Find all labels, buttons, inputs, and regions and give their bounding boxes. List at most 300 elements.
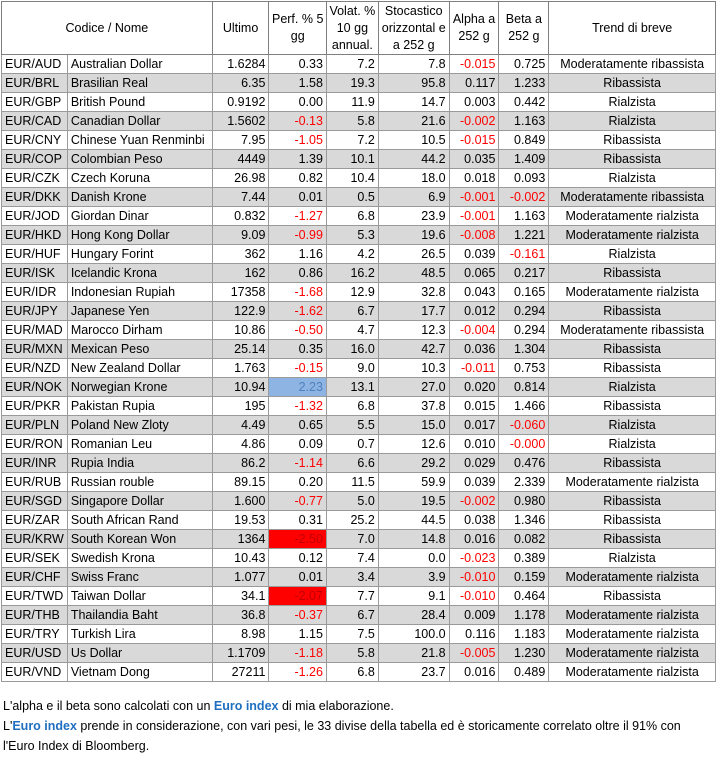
cell-beta: -0.000 bbox=[499, 435, 549, 454]
cell-trend: Moderatamente rialzista bbox=[549, 644, 716, 663]
cell-name: Swedish Krona bbox=[67, 549, 212, 568]
table-row bbox=[2, 283, 716, 302]
cell-name: Giordan Dinar bbox=[67, 207, 212, 226]
cell-volat: 5.8 bbox=[326, 112, 378, 131]
table-row bbox=[2, 378, 716, 397]
cell-perf: 0.20 bbox=[269, 473, 327, 492]
note-line-2 bbox=[3, 716, 713, 756]
cell-volat: 25.2 bbox=[326, 511, 378, 530]
cell-trend: Moderatamente rialzista bbox=[549, 568, 716, 587]
cell-stoch: 100.0 bbox=[378, 625, 449, 644]
cell-last: 10.94 bbox=[212, 378, 269, 397]
cell-stoch: 14.7 bbox=[378, 93, 449, 112]
table-row bbox=[2, 549, 716, 568]
cell-perf: 0.00 bbox=[269, 93, 327, 112]
table-row bbox=[2, 587, 716, 606]
cell-beta: 0.093 bbox=[499, 169, 549, 188]
cell-alpha: -0.001 bbox=[449, 188, 499, 207]
note-2-start: L' bbox=[3, 719, 13, 733]
cell-last: 7.95 bbox=[212, 131, 269, 150]
header-code-name: Codice / Nome bbox=[2, 2, 213, 55]
cell-beta: 0.980 bbox=[499, 492, 549, 511]
cell-name: Rupia India bbox=[67, 454, 212, 473]
cell-code: EUR/COP bbox=[2, 150, 68, 169]
cell-trend: Ribassista bbox=[549, 511, 716, 530]
table-row bbox=[2, 359, 716, 378]
cell-alpha: 0.017 bbox=[449, 416, 499, 435]
cell-name: Marocco Dirham bbox=[67, 321, 212, 340]
cell-beta: 0.294 bbox=[499, 302, 549, 321]
cell-stoch: 23.7 bbox=[378, 663, 449, 682]
cell-code: EUR/MXN bbox=[2, 340, 68, 359]
cell-beta: 1.304 bbox=[499, 340, 549, 359]
cell-alpha: 0.038 bbox=[449, 511, 499, 530]
cell-code: EUR/AUD bbox=[2, 55, 68, 74]
cell-perf: 0.65 bbox=[269, 416, 327, 435]
table-row bbox=[2, 131, 716, 150]
table-row bbox=[2, 644, 716, 663]
cell-name: Romanian Leu bbox=[67, 435, 212, 454]
cell-trend: Moderatamente ribassista bbox=[549, 55, 716, 74]
cell-trend: Ribassista bbox=[549, 131, 716, 150]
cell-volat: 19.3 bbox=[326, 74, 378, 93]
cell-trend: Moderatamente rialzista bbox=[549, 207, 716, 226]
cell-perf: -1.18 bbox=[269, 644, 327, 663]
cell-alpha: 0.020 bbox=[449, 378, 499, 397]
cell-trend: Ribassista bbox=[549, 150, 716, 169]
cell-last: 89.15 bbox=[212, 473, 269, 492]
cell-trend: Rialzista bbox=[549, 378, 716, 397]
cell-code: EUR/CZK bbox=[2, 169, 68, 188]
cell-volat: 16.0 bbox=[326, 340, 378, 359]
cell-volat: 12.9 bbox=[326, 283, 378, 302]
table-row bbox=[2, 226, 716, 245]
cell-code: EUR/CNY bbox=[2, 131, 68, 150]
cell-stoch: 37.8 bbox=[378, 397, 449, 416]
cell-name: Australian Dollar bbox=[67, 55, 212, 74]
cell-stoch: 42.7 bbox=[378, 340, 449, 359]
cell-beta: 1.163 bbox=[499, 207, 549, 226]
note-1-end: di mia elaborazione. bbox=[278, 699, 394, 713]
note-2-text: prende in considerazione, con vari pesi, le 33 divise della tabella ed è storicamente correlato oltre il 91% con l'Euro Index di Bloomberg. bbox=[3, 719, 681, 753]
cell-alpha: -0.001 bbox=[449, 207, 499, 226]
cell-last: 25.14 bbox=[212, 340, 269, 359]
cell-stoch: 26.5 bbox=[378, 245, 449, 264]
cell-beta: -0.002 bbox=[499, 188, 549, 207]
cell-alpha: -0.015 bbox=[449, 131, 499, 150]
cell-volat: 7.5 bbox=[326, 625, 378, 644]
cell-last: 122.9 bbox=[212, 302, 269, 321]
cell-perf: 1.16 bbox=[269, 245, 327, 264]
cell-volat: 7.4 bbox=[326, 549, 378, 568]
cell-code: EUR/HUF bbox=[2, 245, 68, 264]
cell-volat: 6.8 bbox=[326, 207, 378, 226]
cell-alpha: 0.015 bbox=[449, 397, 499, 416]
cell-stoch: 17.7 bbox=[378, 302, 449, 321]
cell-perf: -2.07 bbox=[269, 587, 327, 606]
cell-name: Taiwan Dollar bbox=[67, 587, 212, 606]
cell-alpha: -0.002 bbox=[449, 492, 499, 511]
cell-beta: -0.161 bbox=[499, 245, 549, 264]
cell-volat: 10.1 bbox=[326, 150, 378, 169]
cell-code: EUR/KRW bbox=[2, 530, 68, 549]
cell-name: Russian rouble bbox=[67, 473, 212, 492]
table-row bbox=[2, 55, 716, 74]
table-row bbox=[2, 606, 716, 625]
cell-name: Turkish Lira bbox=[67, 625, 212, 644]
header-stoch: Stocastico orizzontal e a 252 g bbox=[378, 2, 449, 55]
cell-beta: 1.183 bbox=[499, 625, 549, 644]
table-row bbox=[2, 568, 716, 587]
table-row bbox=[2, 340, 716, 359]
cell-code: EUR/USD bbox=[2, 644, 68, 663]
cell-volat: 0.5 bbox=[326, 188, 378, 207]
cell-alpha: 0.035 bbox=[449, 150, 499, 169]
cell-trend: Ribassista bbox=[549, 530, 716, 549]
cell-volat: 13.1 bbox=[326, 378, 378, 397]
cell-stoch: 6.9 bbox=[378, 188, 449, 207]
cell-code: EUR/NOK bbox=[2, 378, 68, 397]
cell-trend: Moderatamente rialzista bbox=[549, 663, 716, 682]
cell-code: EUR/DKK bbox=[2, 188, 68, 207]
cell-perf: 0.82 bbox=[269, 169, 327, 188]
cell-trend: Moderatamente ribassista bbox=[549, 321, 716, 340]
cell-stoch: 48.5 bbox=[378, 264, 449, 283]
cell-beta: 1.346 bbox=[499, 511, 549, 530]
cell-name: Mexican Peso bbox=[67, 340, 212, 359]
cell-alpha: 0.116 bbox=[449, 625, 499, 644]
table-row bbox=[2, 321, 716, 340]
cell-name: British Pound bbox=[67, 93, 212, 112]
cell-last: 1.763 bbox=[212, 359, 269, 378]
cell-trend: Moderatamente rialzista bbox=[549, 473, 716, 492]
cell-alpha: -0.015 bbox=[449, 55, 499, 74]
table-row bbox=[2, 207, 716, 226]
cell-last: 8.98 bbox=[212, 625, 269, 644]
table-row bbox=[2, 169, 716, 188]
cell-alpha: 0.039 bbox=[449, 245, 499, 264]
table-body bbox=[2, 55, 716, 682]
table-row bbox=[2, 473, 716, 492]
cell-beta: 2.339 bbox=[499, 473, 549, 492]
cell-volat: 11.5 bbox=[326, 473, 378, 492]
cell-trend: Moderatamente rialzista bbox=[549, 226, 716, 245]
cell-last: 362 bbox=[212, 245, 269, 264]
table-row bbox=[2, 454, 716, 473]
cell-stoch: 10.3 bbox=[378, 359, 449, 378]
cell-beta: 1.221 bbox=[499, 226, 549, 245]
cell-code: EUR/JOD bbox=[2, 207, 68, 226]
cell-last: 1.6284 bbox=[212, 55, 269, 74]
cell-beta: 0.476 bbox=[499, 454, 549, 473]
cell-last: 162 bbox=[212, 264, 269, 283]
cell-volat: 5.8 bbox=[326, 644, 378, 663]
header-last: Ultimo bbox=[212, 2, 269, 55]
cell-stoch: 28.4 bbox=[378, 606, 449, 625]
cell-code: EUR/TWD bbox=[2, 587, 68, 606]
cell-name: South African Rand bbox=[67, 511, 212, 530]
cell-last: 27211 bbox=[212, 663, 269, 682]
cell-beta: 0.159 bbox=[499, 568, 549, 587]
cell-name: Singapore Dollar bbox=[67, 492, 212, 511]
cell-trend: Rialzista bbox=[549, 549, 716, 568]
cell-last: 7.44 bbox=[212, 188, 269, 207]
cell-perf: -0.50 bbox=[269, 321, 327, 340]
cell-trend: Ribassista bbox=[549, 492, 716, 511]
cell-alpha: 0.018 bbox=[449, 169, 499, 188]
cell-code: EUR/HKD bbox=[2, 226, 68, 245]
cell-perf: -1.62 bbox=[269, 302, 327, 321]
cell-code: EUR/NZD bbox=[2, 359, 68, 378]
cell-stoch: 3.9 bbox=[378, 568, 449, 587]
cell-volat: 7.7 bbox=[326, 587, 378, 606]
cell-trend: Ribassista bbox=[549, 454, 716, 473]
cell-beta: 0.725 bbox=[499, 55, 549, 74]
cell-last: 86.2 bbox=[212, 454, 269, 473]
cell-alpha: 0.043 bbox=[449, 283, 499, 302]
cell-perf: 0.12 bbox=[269, 549, 327, 568]
cell-perf: -0.37 bbox=[269, 606, 327, 625]
cell-last: 9.09 bbox=[212, 226, 269, 245]
cell-code: EUR/ZAR bbox=[2, 511, 68, 530]
cell-perf: -1.26 bbox=[269, 663, 327, 682]
table-row bbox=[2, 302, 716, 321]
cell-name: Danish Krone bbox=[67, 188, 212, 207]
cell-volat: 4.7 bbox=[326, 321, 378, 340]
cell-alpha: 0.016 bbox=[449, 530, 499, 549]
cell-code: EUR/GBP bbox=[2, 93, 68, 112]
table-row bbox=[2, 188, 716, 207]
cell-last: 1.600 bbox=[212, 492, 269, 511]
cell-code: EUR/CAD bbox=[2, 112, 68, 131]
cell-trend: Rialzista bbox=[549, 416, 716, 435]
cell-code: EUR/IDR bbox=[2, 283, 68, 302]
cell-stoch: 19.5 bbox=[378, 492, 449, 511]
cell-trend: Rialzista bbox=[549, 93, 716, 112]
cell-alpha: 0.036 bbox=[449, 340, 499, 359]
cell-volat: 16.2 bbox=[326, 264, 378, 283]
cell-volat: 0.7 bbox=[326, 435, 378, 454]
header-volat: Volat. % 10 gg annual. bbox=[326, 2, 378, 55]
table-row bbox=[2, 663, 716, 682]
cell-trend: Rialzista bbox=[549, 169, 716, 188]
cell-trend: Moderatamente rialzista bbox=[549, 283, 716, 302]
cell-beta: 0.389 bbox=[499, 549, 549, 568]
cell-last: 195 bbox=[212, 397, 269, 416]
cell-code: EUR/TRY bbox=[2, 625, 68, 644]
table-row bbox=[2, 492, 716, 511]
cell-name: Icelandic Krona bbox=[67, 264, 212, 283]
cell-alpha: -0.010 bbox=[449, 568, 499, 587]
cell-perf: -0.15 bbox=[269, 359, 327, 378]
cell-last: 4.49 bbox=[212, 416, 269, 435]
euro-index-link-2[interactable]: Euro index bbox=[12, 719, 77, 733]
cell-code: EUR/VND bbox=[2, 663, 68, 682]
cell-stoch: 23.9 bbox=[378, 207, 449, 226]
cell-beta: 1.178 bbox=[499, 606, 549, 625]
table-row bbox=[2, 397, 716, 416]
cell-stoch: 0.0 bbox=[378, 549, 449, 568]
cell-last: 4.86 bbox=[212, 435, 269, 454]
cell-perf: 0.33 bbox=[269, 55, 327, 74]
cell-perf: 0.35 bbox=[269, 340, 327, 359]
cell-stoch: 21.8 bbox=[378, 644, 449, 663]
cell-last: 1.5602 bbox=[212, 112, 269, 131]
fx-table bbox=[1, 1, 716, 682]
cell-volat: 6.6 bbox=[326, 454, 378, 473]
cell-name: Thailandia Baht bbox=[67, 606, 212, 625]
table-row bbox=[2, 511, 716, 530]
cell-beta: 0.165 bbox=[499, 283, 549, 302]
cell-name: Pakistan Rupia bbox=[67, 397, 212, 416]
cell-perf: 2.23 bbox=[269, 378, 327, 397]
table-row bbox=[2, 625, 716, 644]
cell-volat: 6.7 bbox=[326, 302, 378, 321]
cell-alpha: -0.008 bbox=[449, 226, 499, 245]
cell-code: EUR/SGD bbox=[2, 492, 68, 511]
cell-perf: 0.09 bbox=[269, 435, 327, 454]
cell-perf: -2.50 bbox=[269, 530, 327, 549]
cell-beta: 1.230 bbox=[499, 644, 549, 663]
cell-name: Canadian Dollar bbox=[67, 112, 212, 131]
cell-name: Hong Kong Dollar bbox=[67, 226, 212, 245]
cell-code: EUR/ISK bbox=[2, 264, 68, 283]
cell-volat: 4.2 bbox=[326, 245, 378, 264]
cell-volat: 6.8 bbox=[326, 397, 378, 416]
cell-last: 1.077 bbox=[212, 568, 269, 587]
table-row bbox=[2, 435, 716, 454]
cell-volat: 7.2 bbox=[326, 55, 378, 74]
cell-perf: 0.01 bbox=[269, 188, 327, 207]
cell-last: 0.832 bbox=[212, 207, 269, 226]
cell-last: 0.9192 bbox=[212, 93, 269, 112]
cell-last: 1364 bbox=[212, 530, 269, 549]
cell-beta: 1.409 bbox=[499, 150, 549, 169]
cell-last: 1.1709 bbox=[212, 644, 269, 663]
cell-trend: Ribassista bbox=[549, 587, 716, 606]
header-beta: Beta a 252 g bbox=[499, 2, 549, 55]
cell-stoch: 10.5 bbox=[378, 131, 449, 150]
cell-alpha: -0.023 bbox=[449, 549, 499, 568]
cell-beta: 0.217 bbox=[499, 264, 549, 283]
cell-beta: 0.849 bbox=[499, 131, 549, 150]
cell-beta: 0.082 bbox=[499, 530, 549, 549]
cell-name: Hungary Forint bbox=[67, 245, 212, 264]
cell-stoch: 27.0 bbox=[378, 378, 449, 397]
cell-trend: Ribassista bbox=[549, 359, 716, 378]
table-row bbox=[2, 264, 716, 283]
cell-trend: Ribassista bbox=[549, 74, 716, 93]
cell-trend: Moderatamente ribassista bbox=[549, 188, 716, 207]
cell-alpha: -0.005 bbox=[449, 644, 499, 663]
cell-perf: 0.86 bbox=[269, 264, 327, 283]
cell-beta: -0.060 bbox=[499, 416, 549, 435]
cell-trend: Rialzista bbox=[549, 435, 716, 454]
table-row bbox=[2, 74, 716, 93]
cell-perf: -0.13 bbox=[269, 112, 327, 131]
cell-volat: 5.5 bbox=[326, 416, 378, 435]
cell-volat: 9.0 bbox=[326, 359, 378, 378]
note-1-text: L'alpha e il beta sono calcolati con un bbox=[3, 699, 214, 713]
table-row bbox=[2, 416, 716, 435]
cell-stoch: 7.8 bbox=[378, 55, 449, 74]
cell-code: EUR/JPY bbox=[2, 302, 68, 321]
cell-code: EUR/THB bbox=[2, 606, 68, 625]
cell-stoch: 32.8 bbox=[378, 283, 449, 302]
cell-name: South Korean Won bbox=[67, 530, 212, 549]
cell-trend: Ribassista bbox=[549, 397, 716, 416]
cell-beta: 0.753 bbox=[499, 359, 549, 378]
cell-last: 6.35 bbox=[212, 74, 269, 93]
cell-stoch: 9.1 bbox=[378, 587, 449, 606]
cell-last: 34.1 bbox=[212, 587, 269, 606]
header-alpha: Alpha a 252 g bbox=[449, 2, 499, 55]
cell-name: Swiss Franc bbox=[67, 568, 212, 587]
cell-alpha: 0.029 bbox=[449, 454, 499, 473]
cell-volat: 10.4 bbox=[326, 169, 378, 188]
cell-beta: 0.814 bbox=[499, 378, 549, 397]
cell-beta: 0.464 bbox=[499, 587, 549, 606]
cell-volat: 6.7 bbox=[326, 606, 378, 625]
cell-volat: 11.9 bbox=[326, 93, 378, 112]
cell-perf: -1.14 bbox=[269, 454, 327, 473]
cell-last: 36.8 bbox=[212, 606, 269, 625]
cell-last: 10.43 bbox=[212, 549, 269, 568]
cell-perf: 1.39 bbox=[269, 150, 327, 169]
cell-stoch: 44.2 bbox=[378, 150, 449, 169]
cell-alpha: 0.065 bbox=[449, 264, 499, 283]
cell-volat: 5.0 bbox=[326, 492, 378, 511]
cell-volat: 6.8 bbox=[326, 663, 378, 682]
cell-stoch: 12.6 bbox=[378, 435, 449, 454]
cell-last: 17358 bbox=[212, 283, 269, 302]
cell-code: EUR/CHF bbox=[2, 568, 68, 587]
cell-last: 19.53 bbox=[212, 511, 269, 530]
cell-perf: -1.27 bbox=[269, 207, 327, 226]
cell-perf: -1.05 bbox=[269, 131, 327, 150]
cell-perf: -1.32 bbox=[269, 397, 327, 416]
cell-beta: 0.294 bbox=[499, 321, 549, 340]
cell-trend: Ribassista bbox=[549, 302, 716, 321]
cell-code: EUR/RON bbox=[2, 435, 68, 454]
cell-alpha: -0.011 bbox=[449, 359, 499, 378]
cell-alpha: 0.010 bbox=[449, 435, 499, 454]
cell-stoch: 19.6 bbox=[378, 226, 449, 245]
cell-code: EUR/SEK bbox=[2, 549, 68, 568]
cell-alpha: 0.003 bbox=[449, 93, 499, 112]
cell-volat: 3.4 bbox=[326, 568, 378, 587]
cell-name: Poland New Zloty bbox=[67, 416, 212, 435]
cell-code: EUR/BRL bbox=[2, 74, 68, 93]
header-row bbox=[2, 2, 716, 55]
cell-alpha: 0.016 bbox=[449, 663, 499, 682]
cell-last: 4449 bbox=[212, 150, 269, 169]
cell-beta: 1.466 bbox=[499, 397, 549, 416]
cell-beta: 1.233 bbox=[499, 74, 549, 93]
cell-alpha: 0.012 bbox=[449, 302, 499, 321]
cell-trend: Moderatamente rialzista bbox=[549, 625, 716, 644]
cell-alpha: -0.010 bbox=[449, 587, 499, 606]
cell-alpha: -0.002 bbox=[449, 112, 499, 131]
cell-perf: -1.68 bbox=[269, 283, 327, 302]
cell-perf: 0.31 bbox=[269, 511, 327, 530]
table-row bbox=[2, 530, 716, 549]
cell-beta: 0.489 bbox=[499, 663, 549, 682]
euro-index-link-1[interactable]: Euro index bbox=[213, 699, 279, 713]
cell-code: EUR/PLN bbox=[2, 416, 68, 435]
cell-volat: 5.3 bbox=[326, 226, 378, 245]
cell-volat: 7.2 bbox=[326, 131, 378, 150]
